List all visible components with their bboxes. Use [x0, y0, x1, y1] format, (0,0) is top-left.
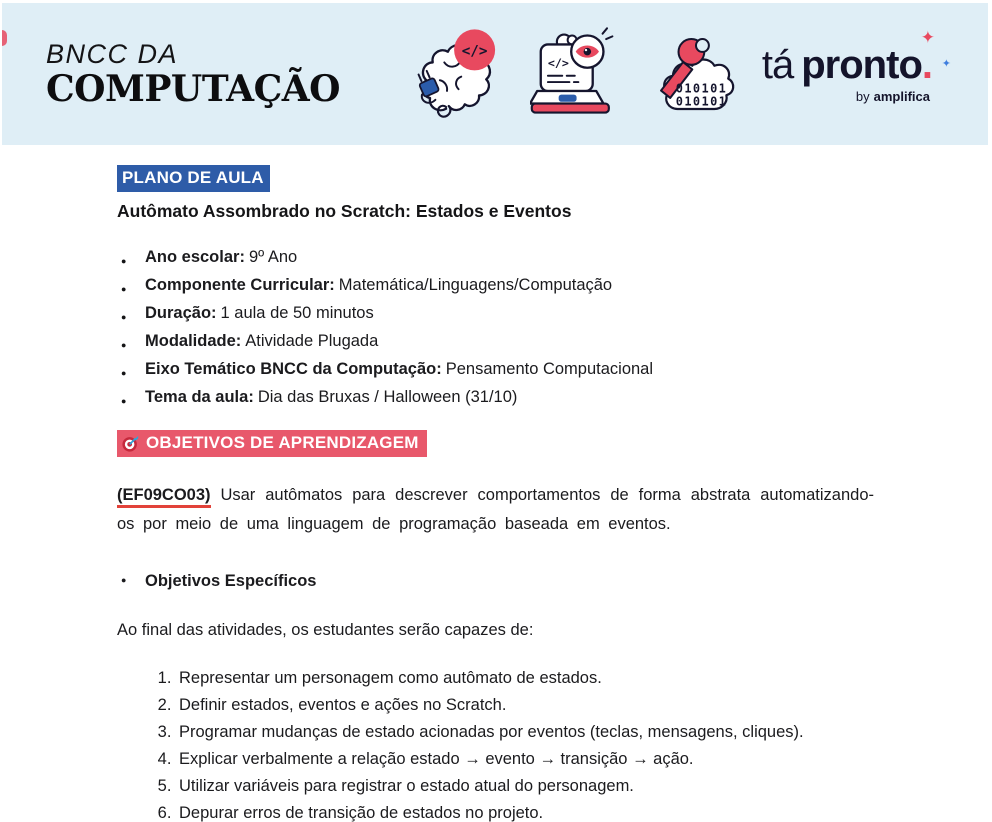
byline-amplifica: amplifica [873, 88, 930, 104]
brain-code-icon [414, 25, 496, 123]
objectives-heading [117, 430, 427, 457]
byline-by: by [855, 88, 870, 104]
bncc-skill-code: (EF09CO03) [117, 486, 211, 508]
objectives-intro: Ao final das atividades, os estudantes serão capazes de: [117, 621, 534, 639]
objective-item-5: 5. Utilizar variáveis para registrar o estado atual do personagem. [176, 777, 875, 795]
meta-item-duracao: ● Duração: 1 aula de 50 minutos [117, 304, 875, 322]
page-header [2, 3, 988, 145]
objective-item-1: 1. Representar um personagem como autômato de estados. [176, 669, 875, 687]
brand-byline [762, 89, 932, 104]
blue-sparkle-icon: ✦ [941, 57, 950, 70]
plano-de-aula-tag: PLANO DE AULA [117, 165, 270, 192]
objective-item-2: 2. Definir estados, eventos e ações no Scratch. [176, 696, 875, 714]
meta-item-tema-da-aula: ● Tema da aula: Dia das Bruxas / Halloween (31/10) [117, 388, 875, 406]
binary-text-line1: 010101 [675, 81, 728, 96]
objectives-description [117, 481, 874, 539]
bncc-computacao-logo [46, 39, 341, 110]
red-sparkle-icon: ✦ [920, 27, 934, 47]
meta-item-ano-escolar: ● Ano escolar: 9º Ano [117, 248, 875, 266]
target-dart-icon [122, 435, 139, 452]
meta-item-componente: ● Componente Curricular: Matemática/Linguagens/Computação [117, 276, 875, 294]
lesson-title: Autômato Assombrado no Scratch: Estados e Eventos [117, 201, 572, 221]
meta-item-eixo-tematico: ● Eixo Temático BNCC da Computação: Pensamento Computacional [117, 360, 875, 378]
objective-item-3: 3. Programar mudanças de estado acionadas por eventos (teclas, mensagens, cliques). [176, 723, 875, 741]
logo-line-computacao: COMPUTAÇÃO [46, 68, 341, 110]
meta-item-modalidade: ● Modalidade: Atividade Plugada [117, 332, 875, 350]
brand-ta: tá [761, 42, 794, 87]
logo-line-bncc-da: BNCC DA [46, 39, 179, 69]
tapronto-logo [761, 27, 950, 104]
objectives-heading-label: OBJETIVOS DE APRENDIZAGEM [146, 433, 419, 452]
lesson-meta-list [117, 248, 875, 406]
laptop-eye-icon [530, 24, 616, 124]
svg-text:</>: </> [547, 55, 569, 70]
tapronto-wordmark [761, 27, 950, 87]
lesson-plan-document [0, 165, 992, 822]
brand-pronto: pronto [801, 42, 922, 87]
svg-text:</>: </> [461, 43, 488, 60]
objectives-description-text: Usar autômatos para descrever comportamentos de forma abstrata automatizando-os por meio de uma linguagem de programação baseada em eventos. [117, 486, 874, 533]
binary-text-line2: 010101 [675, 94, 728, 109]
objective-item-6: 6. Depurar erros de transição de estados no projeto. [176, 804, 875, 822]
brand-red-dot: . [921, 42, 932, 87]
specific-objectives-heading: ● Objetivos Específicos [117, 572, 875, 591]
wrench-binary-icon [650, 30, 742, 118]
header-icon-row [414, 24, 742, 124]
specific-objectives-heading-list [117, 572, 875, 591]
objective-item-4: 4. Explicar verbalmente a relação estado → evento → transição → ação. [176, 750, 875, 768]
edge-red-dot-decoration [2, 30, 7, 46]
specific-objectives-list [117, 669, 875, 822]
